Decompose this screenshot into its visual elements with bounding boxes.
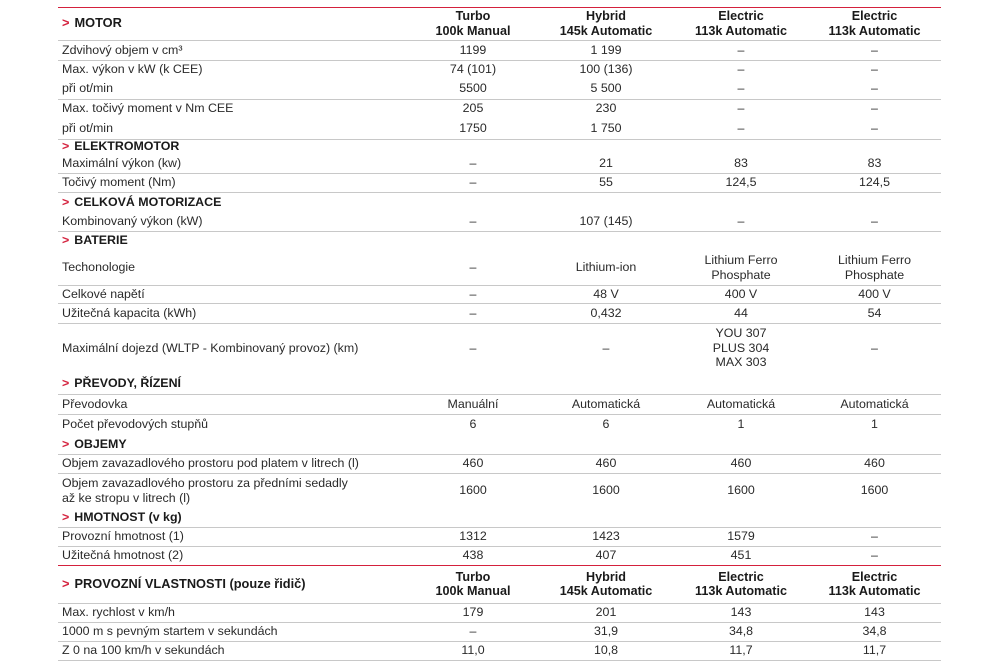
table-cell: 5 500 — [590, 81, 622, 96]
row-divider — [58, 40, 941, 41]
row-label — [62, 99, 412, 118]
row-label-text: Užitečná hmotnost (2) — [62, 548, 184, 563]
row-label-text: Maximální dojezd (WLTP - Kombinovaný provoz) (km) — [62, 340, 359, 355]
row-label — [62, 394, 412, 414]
table-cell: 460 — [730, 456, 752, 471]
table-cell: 1579 — [727, 529, 755, 544]
table-cell: 0,432 — [590, 305, 622, 320]
table-cell: 48 V — [593, 286, 619, 301]
table-cell: 460 — [462, 456, 484, 471]
column-header: Turbo 100k Manual — [435, 9, 511, 38]
table-cell: 11,7 — [862, 643, 887, 658]
section-row-celkova-motorizace — [58, 192, 941, 212]
table-cell: 107 (145) — [579, 214, 633, 229]
row-label-text: Max. točivý moment v Nm CEE — [62, 101, 234, 116]
section-arrow-icon: > — [62, 233, 70, 248]
table-cell: 400 V — [858, 286, 891, 301]
table-cell: Lithium Ferro Phosphate — [838, 253, 911, 282]
table-cell: 5500 — [459, 81, 487, 96]
table-cell: 1312 — [459, 529, 487, 544]
table-cell: 6 — [469, 416, 477, 431]
row-label — [62, 40, 412, 60]
row-label-text: PŘEVODY, ŘÍZENÍ — [74, 376, 181, 391]
table-cell: 74 (101) — [449, 61, 497, 76]
table-cell: – — [469, 305, 477, 320]
table-cell: 124,5 — [725, 175, 757, 190]
table-cell: 1423 — [592, 529, 620, 544]
column-header: Electric 113k Automatic — [828, 569, 921, 598]
row-label — [62, 285, 412, 303]
row-label-text: ELEKTROMOTOR — [74, 139, 180, 154]
row-label — [62, 118, 412, 139]
section-arrow-icon: > — [62, 436, 70, 451]
row-label-text: Provozní hmotnost (1) — [62, 529, 184, 544]
section-arrow-icon: > — [62, 194, 70, 209]
section-arrow-icon: > — [62, 15, 70, 31]
section-title — [62, 373, 412, 394]
row-divider — [58, 323, 941, 324]
row-label-text: Techonologie — [62, 260, 136, 275]
table-cell: 1600 — [592, 483, 620, 498]
section-title — [62, 192, 412, 212]
row-label-text: Objem zavazadlového prostoru za předními sedadly až ke stropu v litrech (l) — [62, 476, 348, 505]
header-row-motor — [58, 7, 941, 40]
table-row — [58, 394, 941, 414]
table-cell: 10,8 — [593, 643, 619, 658]
table-row — [58, 603, 941, 622]
table-cell: Manuální — [447, 396, 499, 411]
table-cell: 55 — [599, 175, 613, 190]
table-cell: 460 — [595, 456, 617, 471]
table-cell: 1 — [737, 416, 745, 431]
section-arrow-icon: > — [62, 376, 70, 391]
table-cell: 407 — [595, 548, 617, 563]
row-label-text: CELKOVÁ MOTORIZACE — [74, 194, 222, 209]
table-cell: Lithium Ferro Phosphate — [704, 253, 778, 282]
row-divider — [58, 192, 941, 193]
row-label — [62, 78, 412, 99]
table-row — [58, 60, 941, 78]
row-label-text: Celkové napětí — [62, 286, 145, 301]
row-divider — [58, 622, 941, 623]
table-cell: – — [469, 286, 477, 301]
row-divider — [58, 603, 941, 604]
row-label-text: při ot/min — [62, 81, 113, 96]
table-cell: 83 — [734, 156, 748, 171]
table-cell: 201 — [595, 605, 617, 620]
row-label-text: MOTOR — [74, 15, 122, 31]
row-divider — [58, 641, 941, 642]
table-row — [58, 303, 941, 323]
row-label — [62, 473, 412, 508]
table-cell: 83 — [867, 156, 882, 171]
row-divider — [58, 546, 941, 547]
row-label — [62, 622, 412, 641]
section-arrow-icon: > — [62, 575, 70, 591]
row-label — [62, 212, 412, 231]
row-divider — [58, 394, 941, 395]
table-row — [58, 454, 941, 473]
section-title — [62, 508, 412, 527]
row-label-text: Užitečná kapacita (kWh) — [62, 305, 197, 320]
table-cell: – — [737, 61, 745, 76]
row-divider — [58, 473, 941, 474]
row-label-text: Objem zavazadlového prostoru pod platem v litrech (l) — [62, 456, 359, 471]
section-row-hmotnost-v-kg — [58, 508, 941, 527]
row-label-text: Zdvihový objem v cm³ — [62, 42, 183, 57]
table-cell: – — [871, 340, 878, 355]
table-cell: 11,0 — [461, 643, 485, 658]
table-cell: 460 — [864, 456, 885, 471]
table-row — [58, 154, 941, 173]
table-cell: – — [871, 214, 878, 229]
table-cell: – — [737, 214, 745, 229]
row-label-text: Točivý moment (Nm) — [62, 175, 176, 190]
section-title — [62, 7, 412, 40]
accent-divider — [58, 7, 941, 8]
table-row — [58, 99, 941, 118]
table-row — [58, 527, 941, 546]
row-label-text: Max. rychlost v km/h — [62, 605, 175, 620]
table-row — [58, 40, 941, 60]
column-header: Electric 113k Automatic — [828, 9, 921, 38]
header-row-provozni-vlastnosti-pouze-ridic — [58, 565, 941, 603]
table-cell: – — [871, 81, 878, 96]
table-row — [58, 173, 941, 192]
row-label-text: PROVOZNÍ VLASTNOSTI (pouze řidič) — [74, 575, 306, 591]
table-cell: 205 — [462, 101, 484, 116]
column-header: Electric 113k Automatic — [695, 569, 787, 598]
table-cell: 31,9 — [593, 624, 619, 639]
table-cell: Lithium-ion — [575, 260, 637, 275]
section-row-prevody-rizeni — [58, 373, 941, 394]
table-cell: 451 — [730, 548, 752, 563]
row-label-text: Počet převodových stupňů — [62, 416, 209, 431]
table-cell: – — [871, 101, 878, 116]
table-cell: 11,7 — [729, 643, 753, 658]
table-cell: – — [737, 101, 745, 116]
row-label-text: HMOTNOST (v kg) — [74, 510, 182, 525]
row-divider — [58, 414, 941, 415]
row-label — [62, 60, 412, 78]
section-row-elektromotor — [58, 139, 941, 154]
table-cell: 34,8 — [728, 624, 754, 639]
table-cell: 21 — [599, 156, 613, 171]
table-cell: 124,5 — [858, 175, 890, 190]
section-title — [62, 231, 412, 250]
column-header: Hybrid 145k Automatic — [559, 9, 653, 38]
table-cell: 1 750 — [590, 121, 622, 136]
table-row — [58, 323, 941, 373]
row-label — [62, 641, 412, 660]
row-divider — [58, 231, 941, 232]
row-label-text: OBJEMY — [74, 436, 127, 451]
row-label — [62, 173, 412, 192]
table-row — [58, 622, 941, 641]
column-header: Turbo 100k Manual — [435, 569, 511, 598]
table-cell: – — [871, 61, 878, 76]
table-cell: – — [871, 529, 878, 544]
row-label — [62, 414, 412, 434]
table-cell: – — [737, 81, 745, 96]
table-cell: – — [469, 624, 477, 639]
table-row — [58, 250, 941, 285]
table-cell: – — [737, 42, 745, 57]
row-divider — [58, 454, 941, 455]
row-divider — [58, 60, 941, 61]
table-cell: 143 — [730, 605, 752, 620]
table-row — [58, 414, 941, 434]
section-row-baterie — [58, 231, 941, 250]
section-row-objemy — [58, 434, 941, 454]
table-cell: – — [469, 156, 477, 171]
table-cell: Automatická — [571, 396, 641, 411]
table-row — [58, 78, 941, 99]
row-label-text: Max. výkon v kW (k CEE) — [62, 61, 203, 76]
table-cell: 1600 — [727, 483, 755, 498]
table-cell: 1 — [871, 416, 878, 431]
table-cell: 1199 — [459, 42, 487, 57]
row-label — [62, 154, 412, 173]
row-label-text: Převodovka — [62, 396, 128, 411]
table-cell: 1600 — [860, 483, 889, 498]
row-label — [62, 603, 412, 622]
table-cell: 34,8 — [862, 624, 887, 639]
table-cell: 400 V — [724, 286, 758, 301]
row-label — [62, 546, 412, 565]
table-cell: – — [737, 121, 745, 136]
table-cell: – — [602, 340, 610, 355]
section-title — [62, 434, 412, 454]
table-row — [58, 212, 941, 231]
table-row — [58, 641, 941, 660]
table-cell: Automatická — [706, 396, 776, 411]
column-header: Electric 113k Automatic — [695, 9, 787, 38]
table-cell: 1 199 — [590, 42, 622, 57]
table-cell: YOU 307 PLUS 304 MAX 303 — [712, 326, 770, 370]
row-label-text: 1000 m s pevným startem v sekundách — [62, 624, 278, 639]
table-cell: 6 — [602, 416, 610, 431]
table-cell: – — [469, 214, 477, 229]
row-label-text: BATERIE — [74, 233, 128, 248]
table-row — [58, 118, 941, 139]
section-title — [62, 139, 412, 154]
table-cell: – — [871, 548, 878, 563]
table-cell: – — [871, 121, 878, 136]
table-cell: 438 — [462, 548, 484, 563]
table-row — [58, 546, 941, 565]
table-cell: 230 — [595, 101, 617, 116]
table-cell: 1750 — [459, 121, 487, 136]
table-cell: 100 (136) — [579, 61, 633, 76]
row-divider — [58, 660, 941, 661]
table-cell: 1600 — [459, 483, 487, 498]
table-cell: 44 — [734, 305, 748, 320]
section-arrow-icon: > — [62, 510, 70, 525]
table-row — [58, 473, 941, 508]
row-divider — [58, 527, 941, 528]
row-label-text: Maximální výkon (kw) — [62, 156, 182, 171]
row-label — [62, 454, 412, 473]
section-arrow-icon: > — [62, 139, 70, 154]
table-cell: – — [469, 260, 477, 275]
row-divider — [58, 173, 941, 174]
row-divider — [58, 139, 941, 140]
table-cell: 179 — [462, 605, 484, 620]
table-row — [58, 285, 941, 303]
row-divider — [58, 285, 941, 286]
column-header: Hybrid 145k Automatic — [559, 569, 653, 598]
accent-divider — [58, 565, 941, 566]
table-cell: – — [469, 175, 477, 190]
table-cell: Automatická — [840, 396, 909, 411]
row-divider — [58, 303, 941, 304]
row-label-text: při ot/min — [62, 121, 113, 136]
table-cell: – — [469, 340, 477, 355]
row-label-text: Z 0 na 100 km/h v sekundách — [62, 643, 225, 658]
row-label — [62, 250, 412, 285]
table-cell: – — [871, 42, 878, 57]
table-cell: 143 — [864, 605, 885, 620]
row-label — [62, 527, 412, 546]
row-divider — [58, 99, 941, 100]
row-label — [62, 323, 412, 373]
row-label-text: Kombinovaný výkon (kW) — [62, 214, 203, 229]
section-title — [62, 565, 412, 603]
table-cell: 54 — [867, 305, 882, 320]
row-label — [62, 303, 412, 323]
